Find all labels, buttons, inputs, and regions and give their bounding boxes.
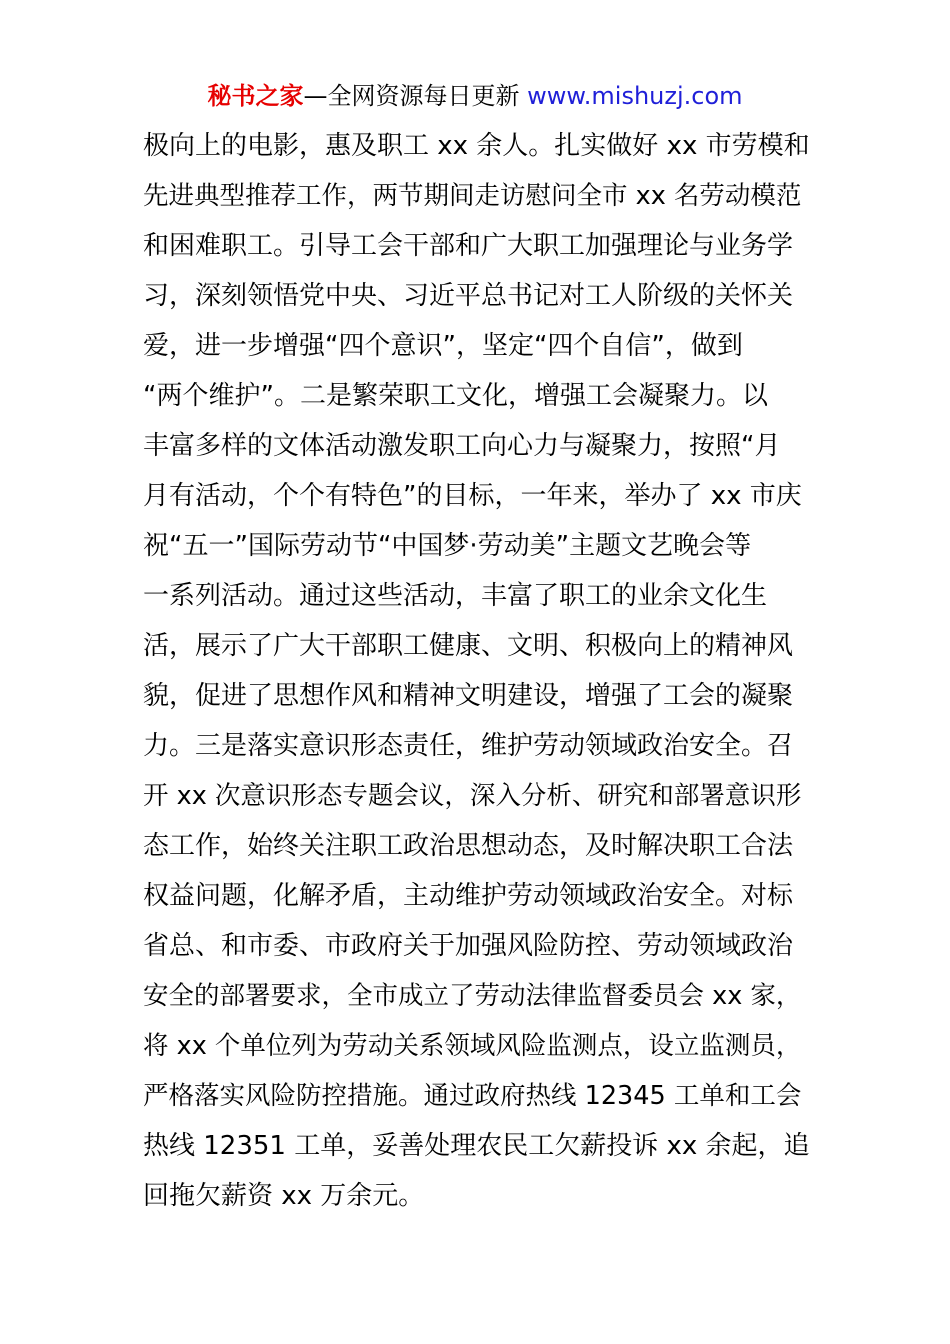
text-line: 态工作，始终关注职工政治思想动态，及时解决职工合法 <box>143 831 794 861</box>
text-line: 极向上的电影，惠及职工 xx 余人。扎实做好 xx 市劳模和 <box>143 131 810 161</box>
page-header <box>0 80 950 112</box>
text-line: 丰富多样的文体活动激发职工向心力与凝聚力，按照“月 <box>143 431 781 461</box>
text-line: 力。三是落实意识形态责任，维护劳动领域政治安全。召 <box>143 731 794 761</box>
site-url-link[interactable]: www.mishuzj.com <box>527 82 743 110</box>
text-line: 和困难职工。引导工会干部和广大职工加强理论与业务学 <box>143 231 794 261</box>
text-line: 将 xx 个单位列为劳动关系领域风险监测点，设立监测员， <box>143 1031 802 1061</box>
text-line: 爱，进一步增强“四个意识”，坚定“四个自信”，做到 <box>143 331 743 361</box>
text-line: 安全的部署要求，全市成立了劳动法律监督委员会 xx 家， <box>143 981 802 1011</box>
text-line: 一系列活动。通过这些活动，丰富了职工的业余文化生 <box>143 581 768 611</box>
text-line: 开 xx 次意识形态专题会议，深入分析、研究和部署意识形 <box>143 781 802 811</box>
text-line: 活，展示了广大干部职工健康、文明、积极向上的精神风 <box>143 631 794 661</box>
text-line: 先进典型推荐工作，两节期间走访慰问全市 xx 名劳动模范 <box>143 181 802 211</box>
text-line: 习，深刻领悟党中央、习近平总书记对工人阶级的关怀关 <box>143 281 794 311</box>
header-tagline: —全网资源每日更新 <box>303 82 528 110</box>
text-line: 权益问题，化解矛盾，主动维护劳动领域政治安全。对标 <box>143 881 794 911</box>
text-line: 省总、和市委、市政府关于加强风险防控、劳动领域政治 <box>143 931 794 961</box>
text-line: 祝“五一”国际劳动节“中国梦·劳动美”主题文艺晚会等 <box>143 531 752 561</box>
document-body <box>143 121 813 1221</box>
text-line: 热线 12351 工单，妥善处理农民工欠薪投诉 xx 余起，追 <box>143 1131 810 1161</box>
text-line: “两个维护”。二是繁荣职工文化，增强工会凝聚力。以 <box>143 381 768 411</box>
text-line: 回拖欠薪资 xx 万余元。 <box>143 1181 425 1211</box>
text-line: 月有活动，个个有特色”的目标，一年来，举办了 xx 市庆 <box>143 481 802 511</box>
text-line: 严格落实风险防控措施。通过政府热线 12345 工单和工会 <box>143 1081 802 1111</box>
text-line: 貌，促进了思想作风和精神文明建设，增强了工会的凝聚 <box>143 681 794 711</box>
brand-name: 秘书之家 <box>207 82 304 110</box>
